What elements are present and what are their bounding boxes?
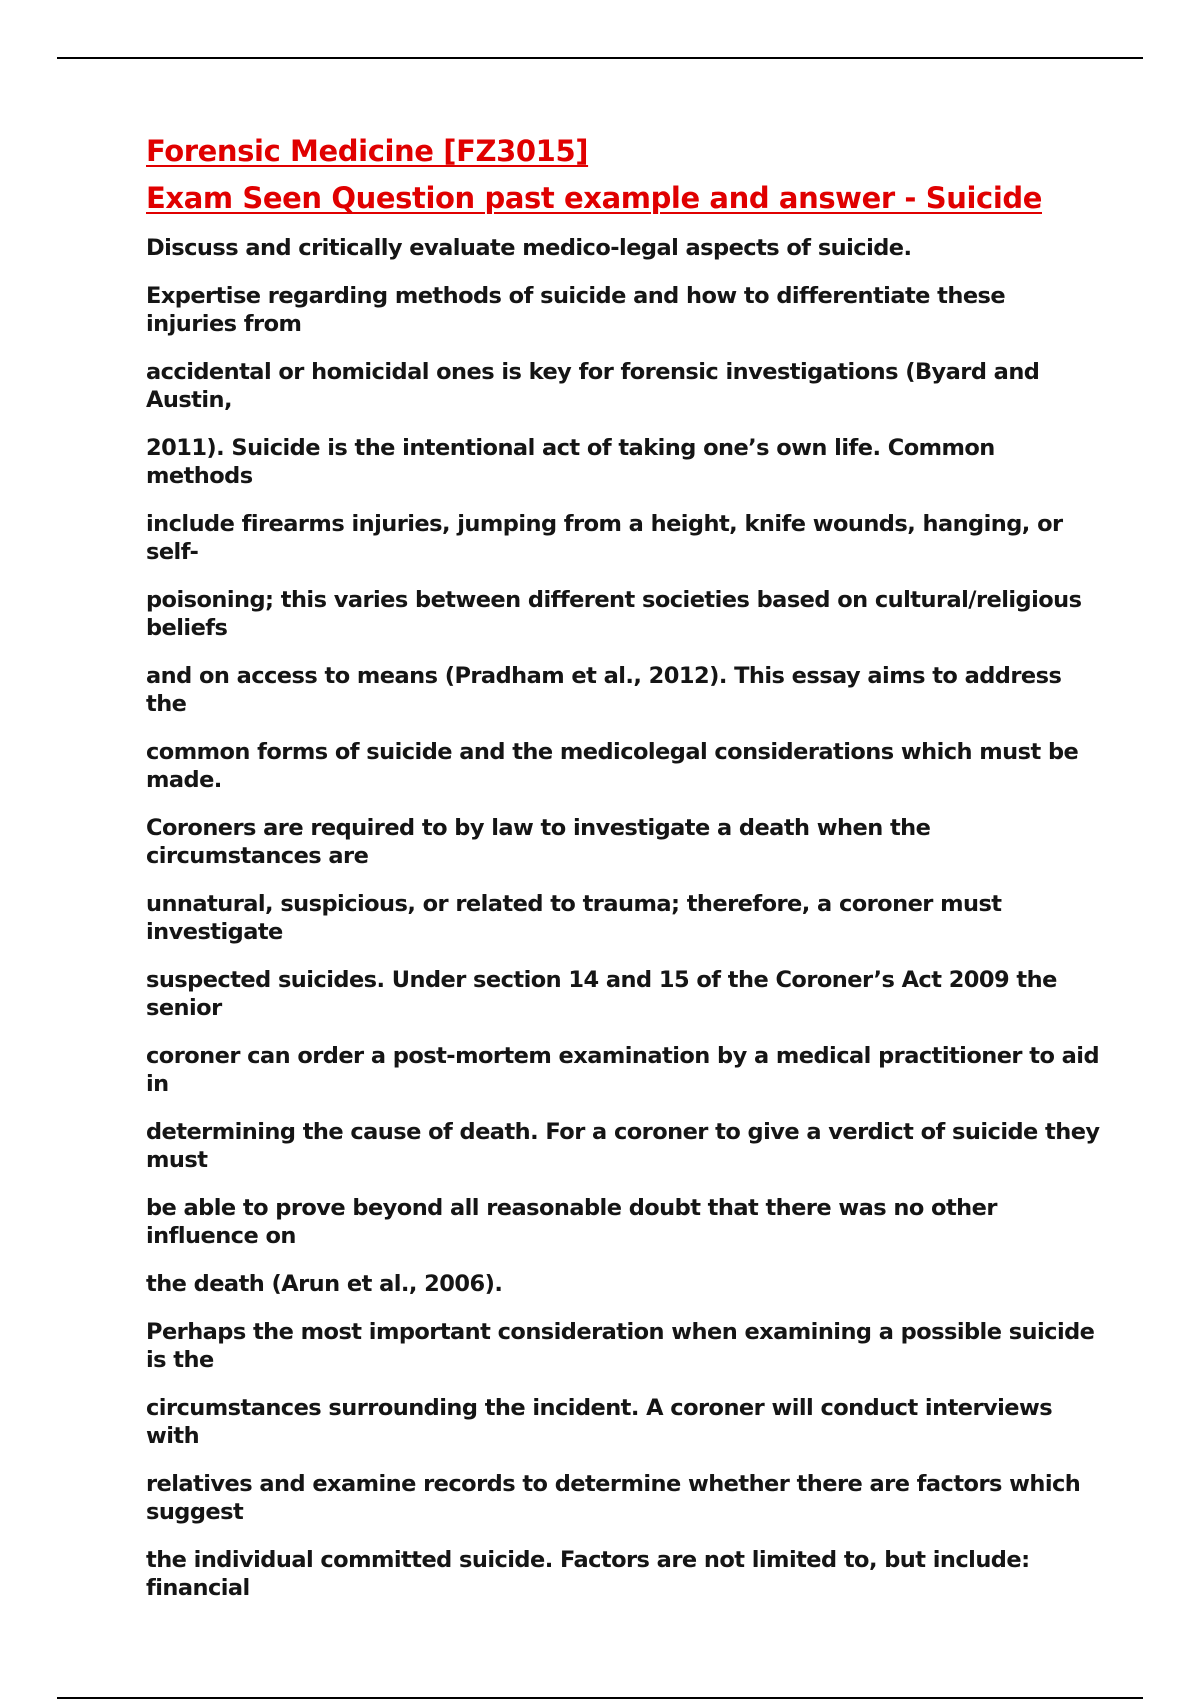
essay-text <box>146 234 1106 1602</box>
body-line: common forms of suicide and the medicolegal considerations which must be made. <box>146 739 1079 793</box>
body-line: coroner can order a post-mortem examination by a medical practitioner to aid in <box>146 1043 1100 1097</box>
document-title-question: Exam Seen Question past example and answer - Suicide <box>146 181 1042 215</box>
bottom-rule <box>57 1697 1143 1699</box>
body-line: suspected suicides. Under section 14 and 15 of the Coroner’s Act 2009 the senior <box>146 967 1057 1021</box>
body-line: 2011). Suicide is the intentional act of taking one’s own life. Common methods <box>146 435 995 489</box>
body-line: accidental or homicidal ones is key for forensic investigations (Byard and Austin, <box>146 359 1040 413</box>
document-body <box>146 128 1106 1602</box>
body-line: Expertise regarding methods of suicide and how to differentiate these injuries from <box>146 283 1006 337</box>
body-line: Perhaps the most important consideration when examining a possible suicide is the <box>146 1319 1095 1373</box>
document-title-course: Forensic Medicine [FZ3015] <box>146 134 589 168</box>
body-line: be able to prove beyond all reasonable doubt that there was no other influence on <box>146 1195 997 1249</box>
body-line: include firearms injuries, jumping from a height, knife wounds, hanging, or self- <box>146 511 1063 565</box>
body-line: poisoning; this varies between different societies based on cultural/religious beliefs <box>146 587 1082 641</box>
body-line: the individual committed suicide. Factors are not limited to, but include: financial <box>146 1547 1030 1601</box>
body-line: circumstances surrounding the incident. A coroner will conduct interviews with <box>146 1395 1053 1449</box>
top-rule <box>57 57 1143 59</box>
body-line: determining the cause of death. For a coroner to give a verdict of suicide they must <box>146 1119 1100 1173</box>
body-line: unnatural, suspicious, or related to trauma; therefore, a coroner must investigate <box>146 891 1002 945</box>
body-line: relatives and examine records to determine whether there are factors which suggest <box>146 1471 1081 1525</box>
body-line: Coroners are required to by law to investigate a death when the circumstances are <box>146 815 931 869</box>
body-line: and on access to means (Pradham et al., 2012). This essay aims to address the <box>146 663 1062 717</box>
body-line: the death (Arun et al., 2006). <box>146 1271 503 1297</box>
question-prompt: Discuss and critically evaluate medico-legal aspects of suicide. <box>146 235 912 261</box>
